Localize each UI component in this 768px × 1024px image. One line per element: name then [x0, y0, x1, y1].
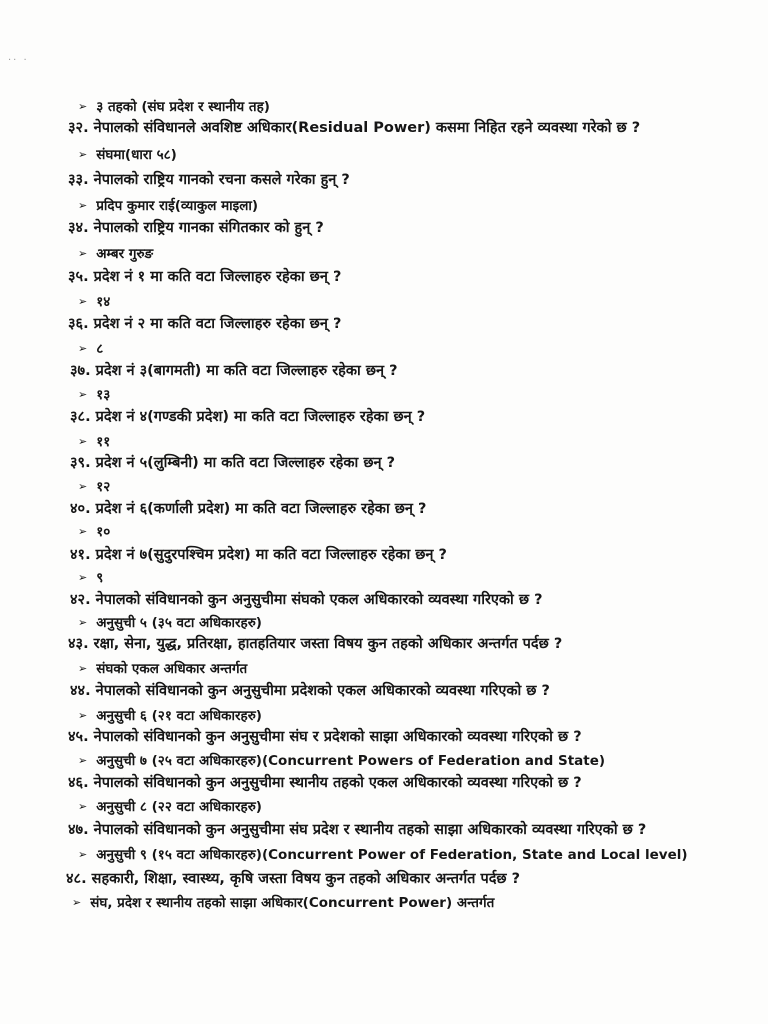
- question-number: ३८.: [70, 409, 91, 425]
- question-number: ३४.: [68, 220, 89, 236]
- arrow-bullet-icon: ➢: [78, 848, 88, 861]
- question-line: [66, 869, 520, 889]
- arrow-bullet-icon: ➢: [78, 342, 88, 355]
- question-text: प्रदेश नं ४(गण्डकी प्रदेश) मा कति वटा जिल्लाहरु रहेका छन् ?: [95, 409, 426, 425]
- answer-text: संघको एकल अधिकार अन्तर्गत: [96, 661, 248, 677]
- answer-text: प्रदिप कुमार राई(व्याकुल माइला): [96, 198, 259, 214]
- arrow-bullet-icon: ➢: [78, 525, 88, 538]
- question-text: नेपालको संविधानको कुन अनुसुचीमा संघ र प्रदेशको साझा अधिकारको व्यवस्था गरिएको छ ?: [93, 729, 582, 745]
- question-text: नेपालको संविधानको कुन अनुसुचीमा संघको एकल अधिकारको व्यवस्था गरिएको छ ?: [95, 592, 543, 608]
- question-line: [70, 361, 398, 381]
- answer-line: [78, 568, 103, 589]
- answer-text: ९: [96, 570, 104, 586]
- answer-line: [78, 797, 262, 818]
- answer-line: [78, 432, 110, 453]
- question-number: ३९.: [70, 455, 91, 471]
- question-number: ४७.: [68, 822, 89, 838]
- answer-text: ३ तहको (संघ प्रदेश र स्थानीय तह): [96, 99, 270, 115]
- question-line: [68, 773, 582, 793]
- question-line: [68, 170, 350, 190]
- question-line: [68, 267, 341, 287]
- question-line: [70, 545, 447, 565]
- question-number: ४०.: [70, 501, 91, 517]
- question-text: प्रदेश नं ५(लुम्बिनी) मा कति वटा जिल्लाहरु रहेका छन् ?: [95, 455, 395, 471]
- answer-line: [78, 196, 258, 217]
- question-line: [70, 499, 426, 519]
- question-number: ४५.: [68, 729, 89, 745]
- arrow-bullet-icon: ➢: [78, 295, 88, 308]
- question-line: [68, 820, 646, 840]
- answer-line: [78, 659, 247, 680]
- arrow-bullet-icon: ➢: [78, 754, 88, 767]
- arrow-bullet-icon: ➢: [78, 100, 88, 113]
- answer-text: १४: [96, 294, 111, 310]
- answer-text: १२: [96, 479, 111, 495]
- question-text: नेपालको संविधानको कुन अनुसुचीमा स्थानीय तहको एकल अधिकारको व्यवस्था गरिएको छ ?: [93, 775, 582, 791]
- question-text: प्रदेश नं ३(बागमती) मा कति वटा जिल्लाहरु रहेका छन् ?: [95, 363, 398, 379]
- question-line: [70, 407, 425, 427]
- question-line: [68, 634, 562, 654]
- scan-smudge-marks: .. .: [8, 52, 29, 63]
- question-number: ४१.: [70, 547, 91, 563]
- question-line: [70, 453, 395, 473]
- question-text: प्रदेश नं ७(सुदुरपश्चिम प्रदेश) मा कति वटा जिल्लाहरु रहेका छन् ?: [95, 547, 447, 563]
- question-line: [70, 681, 550, 701]
- question-number: ३७.: [70, 363, 91, 379]
- answer-text: अनुसुची ५ (३५ वटा अधिकारहरु): [96, 615, 262, 631]
- arrow-bullet-icon: ➢: [78, 662, 88, 675]
- question-number: ४३.: [68, 636, 89, 652]
- question-line: [68, 118, 640, 138]
- arrow-bullet-icon: ➢: [78, 800, 88, 813]
- question-number: ४६.: [68, 775, 89, 791]
- answer-text: १०: [96, 524, 111, 540]
- answer-text: ११: [96, 434, 111, 450]
- answer-line: [78, 477, 110, 498]
- question-number: ३५.: [68, 269, 89, 285]
- arrow-bullet-icon: ➢: [78, 148, 88, 161]
- question-text: प्रदेश नं १ मा कति वटा जिल्लाहरु रहेका छन् ?: [93, 269, 342, 285]
- question-text: नेपालको संविधानको कुन अनुसुचीमा प्रदेशको एकल अधिकारको व्यवस्था गरिएको छ ?: [95, 683, 550, 699]
- question-number: ३२.: [68, 120, 89, 136]
- answer-line: [78, 613, 262, 634]
- question-text: नेपालको संविधानको कुन अनुसुचीमा संघ प्रदेश र स्थानीय तहको साझा अधिकारको व्यवस्था गरिएको छ ?: [93, 822, 647, 838]
- arrow-bullet-icon: ➢: [78, 616, 88, 629]
- question-line: [68, 727, 582, 747]
- answer-text: संघमा(धारा ५८): [96, 147, 177, 163]
- arrow-bullet-icon: ➢: [78, 435, 88, 448]
- arrow-bullet-icon: ➢: [72, 896, 82, 909]
- arrow-bullet-icon: ➢: [78, 480, 88, 493]
- answer-line: [78, 145, 177, 166]
- arrow-bullet-icon: ➢: [78, 199, 88, 212]
- question-line: [68, 314, 341, 334]
- question-number: ४४.: [70, 683, 91, 699]
- question-text: रक्षा, सेना, युद्ध, प्रतिरक्षा, हातहतियार जस्ता विषय कुन तहको अधिकार अन्तर्गत पर्दछ ?: [93, 636, 563, 652]
- question-line: [68, 218, 324, 238]
- answer-line: [78, 706, 262, 727]
- question-text: नेपालको राष्ट्रिय गानको रचना कसले गरेका हुन् ?: [93, 172, 350, 188]
- answer-line: [78, 385, 110, 406]
- answer-line: [78, 339, 103, 360]
- question-number: ४२.: [70, 592, 91, 608]
- question-text: सहकारी, शिक्षा, स्वास्थ्य, कृषि जस्ता विषय कुन तहको अधिकार अन्तर्गत पर्दछ ?: [91, 871, 521, 887]
- arrow-bullet-icon: ➢: [78, 388, 88, 401]
- answer-text: अनुसुची ८ (२२ वटा अधिकारहरु): [96, 799, 262, 815]
- question-number: ३३.: [68, 172, 89, 188]
- answer-line: [78, 244, 153, 265]
- answer-line: [78, 522, 110, 543]
- answer-text: अम्बर गुरुङ: [96, 246, 154, 262]
- question-line: [70, 590, 542, 610]
- answer-text: संघ, प्रदेश र स्थानीय तहको साझा अधिकार(Concurrent Power) अन्तर्गत: [90, 895, 495, 911]
- answer-line: [78, 751, 605, 772]
- answer-line: [78, 292, 110, 313]
- question-number: ४८.: [66, 871, 87, 887]
- arrow-bullet-icon: ➢: [78, 247, 88, 260]
- question-text: नेपालको संविधानले अवशिष्ट अधिकार(Residual Power) कसमा निहित रहने व्यवस्था गरेको छ ?: [93, 120, 641, 136]
- answer-line: [78, 845, 688, 866]
- question-number: ३६.: [68, 316, 89, 332]
- arrow-bullet-icon: ➢: [78, 571, 88, 584]
- question-text: प्रदेश नं २ मा कति वटा जिल्लाहरु रहेका छन् ?: [93, 316, 342, 332]
- answer-line: [78, 97, 270, 118]
- answer-text: अनुसुची ६ (२१ वटा अधिकारहरु): [96, 708, 262, 724]
- question-text: प्रदेश नं ६(कर्णाली प्रदेश) मा कति वटा जिल्लाहरु रहेका छन् ?: [95, 501, 427, 517]
- answer-text: अनुसुची ९ (१५ वटा अधिकारहरु)(Concurrent Power of Federation, State and Local level): [96, 847, 688, 863]
- answer-text: ८: [96, 341, 104, 357]
- answer-line: [72, 893, 494, 914]
- arrow-bullet-icon: ➢: [78, 709, 88, 722]
- answer-text: अनुसुची ७ (२५ वटा अधिकारहरु)(Concurrent Powers of Federation and State): [96, 753, 606, 769]
- answer-text: १३: [96, 387, 111, 403]
- question-text: नेपालको राष्ट्रिय गानका संगितकार को हुन् ?: [93, 220, 324, 236]
